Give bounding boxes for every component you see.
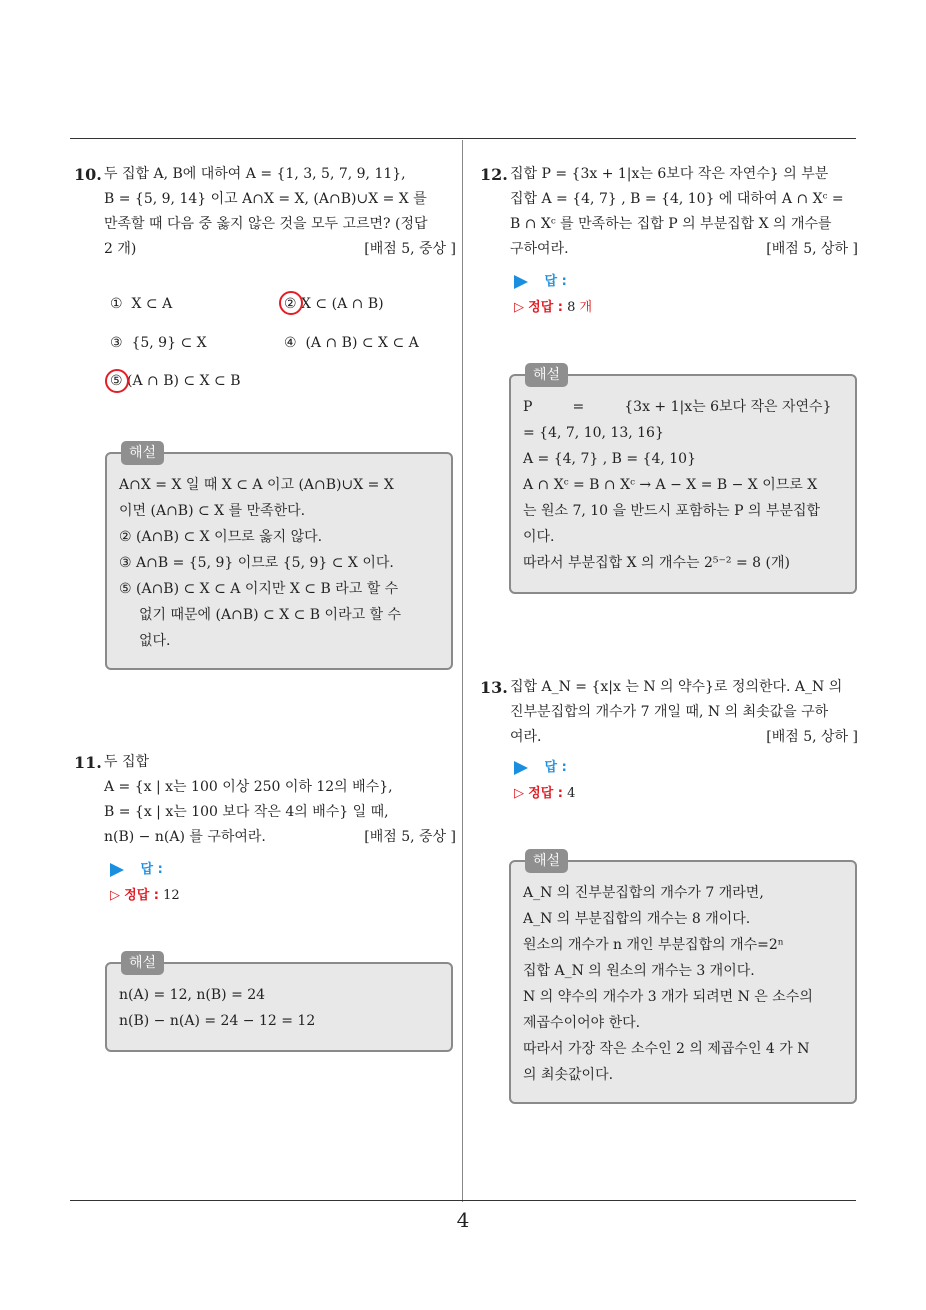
explanation-tab: 해설: [121, 441, 164, 465]
explanation-line: P = {3x + 1|x는 6보다 작은 자연수}: [523, 399, 832, 415]
question-text-line: B = {5, 9, 14} 이고 A∩X = X, (A∩B)∪X = X 를: [104, 191, 427, 207]
page-number: 4: [456, 1208, 470, 1232]
explanation-line: A∩X = X 일 때 X ⊂ A 이고 (A∩B)∪X = X: [119, 477, 394, 493]
option-5[interactable]: [110, 371, 241, 391]
option-3[interactable]: [110, 333, 207, 353]
question-last-line: [510, 237, 858, 262]
answer-area: [514, 269, 592, 321]
play-icon: [514, 761, 528, 775]
explanation-line: N 의 약수의 개수가 3 개가 되려면 N 은 소수의: [523, 989, 813, 1005]
option-mark: ③: [110, 335, 123, 351]
explanation-line: 집합 A_N 의 원소의 개수는 3 개이다.: [523, 963, 755, 979]
explanation-line: 따라서 부분집합 X 의 개수는 2⁵⁻² = 8 (개): [523, 555, 790, 571]
option-mark: ⑤: [110, 373, 123, 389]
explanation-tab: 해설: [525, 363, 568, 387]
question-13: [480, 675, 858, 750]
points-label: [배점 5, 상하 ]: [766, 729, 858, 745]
explanation-box: [509, 853, 857, 1104]
question-last-line: [104, 237, 456, 262]
explanation-tab: 해설: [121, 951, 164, 975]
option-text: (A ∩ B) ⊂ X ⊂ B: [127, 373, 241, 389]
question-text-line: 구하여라.: [510, 241, 569, 257]
question-text-line: 진부분집합의 개수가 7 개일 때, N 의 최솟값을 구하: [510, 704, 829, 720]
option-1[interactable]: [110, 294, 172, 314]
triangle-outline-icon: ▷: [514, 786, 524, 801]
explanation-line: A = {4, 7} , B = {4, 10}: [523, 451, 696, 467]
question-text-line: 두 집합 A, B에 대하여 A = {1, 3, 5, 7, 9, 11},: [104, 166, 406, 182]
option-4[interactable]: [284, 333, 419, 353]
question-text-line: 집합 A_N = {x|x 는 N 의 약수}로 정의한다. A_N 의: [510, 679, 843, 695]
explanation-line: 의 최솟값이다.: [523, 1067, 614, 1083]
explanation-line: 는 원소 7, 10 을 반드시 포함하는 P 의 부분집합: [523, 503, 821, 519]
correct-value: 12: [163, 888, 180, 903]
explanation-box: [105, 955, 453, 1052]
bottom-rule: [70, 1200, 856, 1201]
correct-label: 정답 :: [124, 888, 159, 903]
correct-value: 8: [567, 300, 576, 315]
points-label: [배점 5, 상하 ]: [766, 241, 858, 257]
explanation-line: A ∩ Xᶜ = B ∩ Xᶜ → A − X = B − X 이므로 X: [523, 477, 818, 493]
explanation-line: 이다.: [523, 529, 555, 545]
question-text-line: 2 개): [104, 241, 137, 257]
top-rule: [70, 138, 856, 139]
answer-label: 답 :: [544, 274, 567, 289]
question-last-line: [510, 725, 858, 750]
explanation-line: = {4, 7, 10, 13, 16}: [523, 425, 664, 441]
explanation-line: 따라서 가장 작은 소수인 2 의 제곱수인 4 가 N: [523, 1041, 810, 1057]
explanation-line: 원소의 개수가 n 개인 부분집합의 개수=2ⁿ: [523, 937, 784, 953]
play-icon: [110, 863, 124, 877]
column-divider: [462, 140, 463, 1202]
answer-line[interactable]: [514, 755, 575, 781]
question-10: [74, 162, 456, 262]
option-text: (A ∩ B) ⊂ X ⊂ A: [305, 335, 419, 351]
explanation-line: A_N 의 진부분집합의 개수가 7 개라면,: [523, 885, 764, 901]
triangle-outline-icon: ▷: [514, 300, 524, 315]
option-mark: ①: [110, 296, 123, 312]
question-last-line: [104, 825, 456, 850]
handwritten-circle-mark: [105, 369, 129, 393]
question-text-line: 집합 A = {4, 7} , B = {4, 10} 에 대하여 A ∩ Xᶜ =: [510, 191, 844, 207]
explanation-line: 없다.: [139, 633, 171, 649]
explanation-line: ② (A∩B) ⊂ X 이므로 옳지 않다.: [119, 529, 323, 545]
question-text-line: B ∩ Xᶜ 를 만족하는 집합 P 의 부분집합 X 의 개수를: [510, 216, 832, 232]
option-text: {5, 9} ⊂ X: [131, 335, 207, 351]
option-mark: ②: [284, 296, 297, 312]
correct-value: 4: [567, 786, 576, 801]
correct-label: 정답 :: [528, 786, 563, 801]
option-mark: ④: [284, 335, 297, 351]
points-label: [배점 5, 중상 ]: [364, 241, 456, 257]
question-number: 10.: [74, 165, 102, 184]
explanation-line: n(B) − n(A) = 24 − 12 = 12: [119, 1013, 316, 1029]
question-number: 11.: [74, 753, 102, 772]
correct-answer-line: [110, 883, 180, 909]
question-text-line: 두 집합: [104, 754, 150, 770]
answer-area: [514, 755, 575, 807]
question-text-line: 집합 P = {3x + 1|x는 6보다 작은 자연수} 의 부분: [510, 166, 829, 182]
question-text-line: B = {x | x는 100 보다 작은 4의 배수} 일 때,: [104, 804, 389, 820]
explanation-box: [509, 367, 857, 594]
question-text-line: n(B) − n(A) 를 구하여라.: [104, 829, 266, 845]
answer-line[interactable]: [514, 269, 592, 295]
correct-answer-line: [514, 781, 575, 807]
question-11: [74, 750, 456, 850]
correct-answer-line: [514, 295, 592, 321]
handwritten-circle-mark: [279, 291, 303, 315]
play-icon: [514, 275, 528, 289]
explanation-line: A_N 의 부분집합의 개수는 8 개이다.: [523, 911, 751, 927]
option-text: X ⊂ A: [131, 296, 173, 312]
explanation-box: [105, 445, 453, 670]
answer-label: 답 :: [140, 862, 163, 877]
triangle-outline-icon: ▷: [110, 888, 120, 903]
answer-line[interactable]: [110, 857, 180, 883]
explanation-line: 이면 (A∩B) ⊂ X 를 만족한다.: [119, 503, 306, 519]
question-12: [480, 162, 858, 262]
correct-label: 정답 :: [528, 300, 563, 315]
question-text-line: 만족할 때 다음 중 옳지 않은 것을 모두 고르면? (정답: [104, 216, 428, 232]
explanation-tab: 해설: [525, 849, 568, 873]
correct-unit: 개: [579, 300, 593, 315]
explanation-line: ⑤ (A∩B) ⊂ X ⊂ A 이지만 X ⊂ B 라고 할 수: [119, 581, 399, 597]
explanation-line: 없기 때문에 (A∩B) ⊂ X ⊂ B 이라고 할 수: [139, 607, 402, 623]
answer-label: 답 :: [544, 760, 567, 775]
explanation-line: 제곱수이어야 한다.: [523, 1015, 641, 1031]
points-label: [배점 5, 중상 ]: [364, 829, 456, 845]
question-number: 12.: [480, 165, 508, 184]
question-text-line: A = {x | x는 100 이상 250 이하 12의 배수},: [104, 779, 393, 795]
explanation-line: n(A) = 12, n(B) = 24: [119, 987, 266, 1003]
option-text: X ⊂ (A ∩ B): [301, 296, 384, 312]
question-number: 13.: [480, 678, 508, 697]
explanation-line: ③ A∩B = {5, 9} 이므로 {5, 9} ⊂ X 이다.: [119, 555, 394, 571]
question-text-line: 여라.: [510, 729, 542, 745]
answer-area: [110, 857, 180, 909]
